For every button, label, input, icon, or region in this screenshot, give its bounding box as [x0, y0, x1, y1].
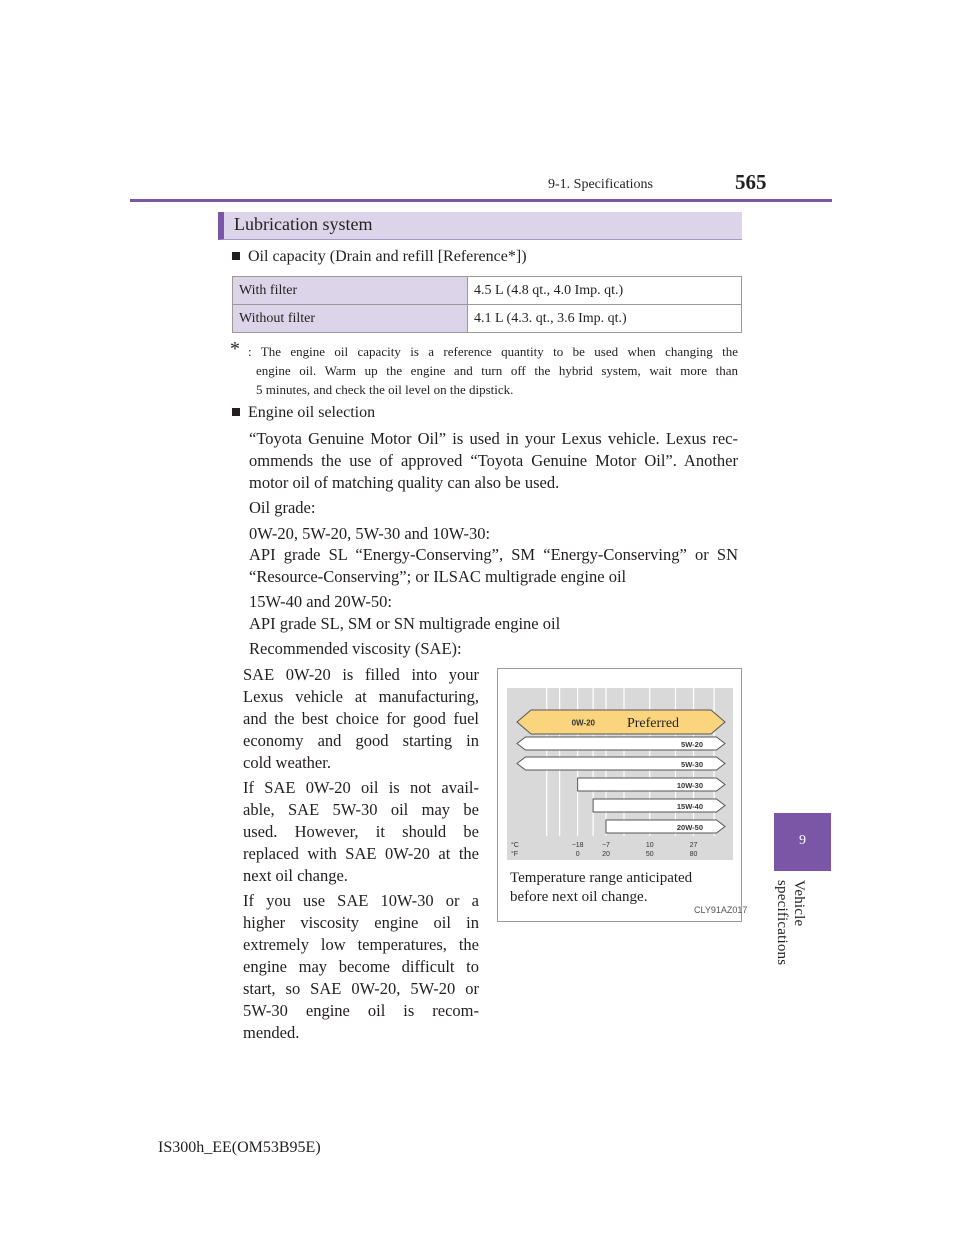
intro-line: motor oil of matching quality can also be used.: [249, 473, 560, 492]
grade-arrow: [593, 799, 725, 812]
grade-group1-title: 0W-20, 5W-20, 5W-30 and 10W-30:: [249, 524, 491, 543]
para3-line: 5W-30 engine oil is recom-: [243, 1001, 479, 1020]
section-title-bar: [218, 212, 742, 240]
grade-label: 15W-40: [676, 802, 703, 811]
tick-label-fahrenheit: 0: [575, 851, 580, 858]
grade-arrow: [606, 820, 725, 833]
table-row: [233, 277, 742, 305]
grade-label: 20W-50: [676, 823, 703, 832]
chapter-label: Vehicle specifications: [774, 880, 807, 966]
table-cell-label: With filter: [233, 277, 468, 305]
para3-line: mended.: [243, 1023, 300, 1042]
para2-line: next oil change.: [243, 866, 348, 885]
para3-line: start, so SAE 0W-20, 5W-20 or: [243, 979, 479, 998]
preferred-grade-arrow: [517, 710, 725, 734]
chapter-number: 9: [799, 833, 806, 848]
tick-label-fahrenheit: 80: [689, 851, 698, 858]
table-cell-value: 4.1 L (4.3. qt., 3.6 Imp. qt.): [468, 305, 742, 333]
figure-code: CLY91AZ017: [694, 905, 748, 915]
footer-model-code: IS300h_EE(OM53B95E): [158, 1139, 321, 1156]
tick-label-celsius: −18: [571, 842, 584, 849]
para1-line: economy and good starting in: [243, 731, 479, 750]
figure-caption-line: before next oil change.: [510, 889, 648, 905]
footnote-line: : The engine oil capacity is a reference quantity to be used when changing the: [248, 344, 738, 359]
square-bullet-icon: [232, 408, 240, 416]
intro-line: “Toyota Genuine Motor Oil” is used in your Lexus vehicle. Lexus rec-: [249, 429, 738, 448]
grade-label: 10W-30: [676, 781, 703, 790]
grade-group2-title: 15W-40 and 20W-50:: [249, 592, 392, 611]
para2-line: replaced with SAE 0W-20 at the: [243, 844, 479, 863]
para2-line: If SAE 0W-20 oil is not avail-: [243, 778, 479, 797]
oil-capacity-table: [232, 276, 742, 333]
tick-label-fahrenheit: 50: [645, 851, 654, 858]
para1-line: and the best choice for good fuel: [243, 709, 479, 728]
para3-line: If you use SAE 10W-30 or a: [243, 891, 479, 910]
page-number: 565: [735, 170, 767, 194]
viscosity-figure: [497, 668, 748, 922]
tick-label-celsius: −7: [601, 842, 610, 849]
para1-line: SAE 0W-20 is filled into your: [243, 665, 479, 684]
oil-capacity-heading: [232, 248, 527, 266]
para3-line: higher viscosity engine oil in: [243, 913, 479, 932]
para1-line: cold weather.: [243, 753, 331, 772]
oil-grade-label: Oil grade:: [249, 498, 316, 517]
footnote-line: 5 minutes, and check the oil level on the dipstick.: [256, 382, 514, 397]
oil-capacity-heading-text: Oil capacity (Drain and refill [Reference*]): [248, 248, 527, 265]
para3-line: extremely low temperatures, the: [243, 935, 479, 954]
para3-line: engine may become difficult to: [243, 957, 479, 976]
grade-label: 5W-20: [681, 740, 703, 749]
footnote-line: engine oil. Warm up the engine and turn off the hybrid system, wait more than: [256, 363, 738, 378]
preferred-label: Preferred: [626, 716, 680, 731]
para2-line: used. However, it should be: [243, 822, 479, 841]
viscosity-label: Recommended viscosity (SAE):: [249, 639, 462, 658]
table-cell-value: 4.5 L (4.8 qt., 4.0 Imp. qt.): [468, 277, 742, 305]
tick-label-celsius: 27: [689, 842, 698, 849]
tick-label-celsius: 10: [645, 842, 654, 849]
para2-line: able, SAE 5W-30 oil may be: [243, 800, 479, 819]
table-row: [233, 305, 742, 333]
square-bullet-icon: [232, 252, 240, 260]
para1-line: Lexus vehicle at manufacturing,: [243, 687, 479, 706]
grade-group1-line: API grade SL “Energy-Conserving”, SM “Energy-Conserving” or SN: [249, 545, 738, 564]
section-title: Lubrication system: [234, 214, 373, 234]
engine-oil-heading: [232, 404, 375, 422]
intro-line: ommends the use of approved “Toyota Genuine Motor Oil”. Another: [249, 451, 738, 470]
figure-caption-line: Temperature range anticipated: [510, 870, 693, 886]
grade-label: 5W-30: [681, 760, 703, 769]
unit-fahrenheit: °F: [511, 851, 519, 858]
grade-group1-line: “Resource-Conserving”; or ILSAC multigrade engine oil: [249, 567, 627, 586]
table-cell-label: Without filter: [233, 305, 468, 333]
engine-oil-heading-text: Engine oil selection: [248, 404, 376, 421]
unit-celsius: °C: [511, 842, 519, 849]
figure-caption: [510, 869, 692, 907]
footnote-marker: *: [230, 338, 240, 360]
grade-label: 0W-20: [571, 718, 595, 728]
tick-label-fahrenheit: 20: [602, 851, 610, 858]
header-rule: [130, 199, 832, 202]
running-header-section: 9-1. Specifications: [548, 177, 653, 192]
chapter-tab: [774, 813, 831, 871]
grade-group2-line: API grade SL, SM or SN multigrade engine oil: [249, 614, 561, 633]
